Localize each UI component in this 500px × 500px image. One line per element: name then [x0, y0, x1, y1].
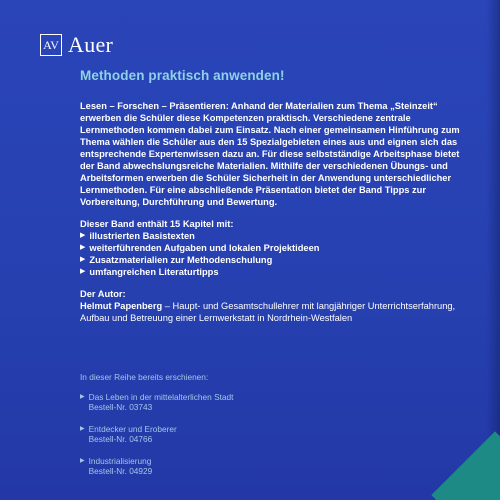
triangle-arrow-icon: ▶: [80, 232, 86, 239]
triangle-arrow-icon: ▶: [80, 425, 85, 432]
publisher-mark-icon: AV: [40, 34, 62, 56]
cover-text: [80, 100, 475, 324]
series-item-order-number: Bestell-Nr. 03743: [88, 402, 153, 412]
series-item-title: Das Leben in der mittelalterlichen Stadt: [88, 391, 234, 402]
contents-list: [80, 230, 475, 278]
intro-paragraph: Lesen – Forschen – Präsentieren: Anhand der Materialien zum Thema „Steinzeit“ erwerben die Schüler diese Kompetenzen praktisch. Verschiedene zentrale Lernmethoden kommen dabei zum Einsatz. Nach einer gemeinsamen Hinführung zum Thema wählen die Schüler aus den 15 Spezialgebieten eines aus und eignen sich das entsprechende Expertenwissen dazu an. Für diese selbstständige Arbeitsphase bietet der Band abwechslungsreiche Materialien. Mithilfe der verschiedenen Übungs- und Arbeitsformen erwerben die Schüler Sicherheit in der Anwendung unterschiedlicher Lernmethoden. Für eine abschließende Präsentation bietet der Band Tipps zur Vorbereitung, Durchführung und Bewertung.: [80, 101, 460, 207]
list-item-text: umfangreichen Literaturtipps: [89, 267, 219, 277]
triangle-arrow-icon: ▶: [80, 393, 85, 400]
series-item: [80, 424, 380, 445]
series-item-title: Entdecker und Eroberer: [88, 423, 177, 434]
list-item: [80, 230, 475, 242]
triangle-arrow-icon: ▶: [80, 457, 85, 464]
series-title: In dieser Reihe bereits erschienen:: [80, 372, 209, 382]
cover-edge-shadow: [486, 0, 500, 500]
list-item-text: Zusatzmaterialien zur Methodenschulung: [89, 255, 273, 265]
author-description: – Haupt- und Gesamtschullehrer mit langjähriger Unterrichtserfahrung, Aufbau und Betreuung einer Lernwerkstatt in Nordrhein-Westfalen: [80, 301, 456, 323]
series-item: [80, 392, 380, 413]
author-title: Der Autor:: [80, 289, 126, 299]
publisher-name: Auer: [68, 32, 114, 57]
list-item: [80, 266, 475, 278]
author-bio: [80, 300, 475, 324]
list-item: [80, 242, 475, 254]
triangle-arrow-icon: ▶: [80, 244, 86, 251]
headline: Methoden praktisch anwenden!: [80, 68, 285, 83]
list-item: [80, 254, 475, 266]
publisher-logo: [40, 30, 113, 60]
series-item: [80, 456, 380, 477]
series-item-order-number: Bestell-Nr. 04929: [88, 466, 153, 476]
corner-accent: [431, 431, 500, 500]
series-list: [80, 372, 380, 488]
series-item-order-number: Bestell-Nr. 04766: [88, 434, 153, 444]
series-item-title: Industrialisierung: [88, 455, 152, 466]
author-name: Helmut Papenberg: [80, 301, 163, 311]
list-item-text: weiterführenden Aufgaben und lokalen Projektideen: [89, 243, 320, 253]
triangle-arrow-icon: ▶: [80, 268, 86, 275]
contents-title: Dieser Band enthält 15 Kapitel mit:: [80, 219, 234, 229]
list-item-text: illustrierten Basistexten: [89, 231, 195, 241]
triangle-arrow-icon: ▶: [80, 256, 86, 263]
